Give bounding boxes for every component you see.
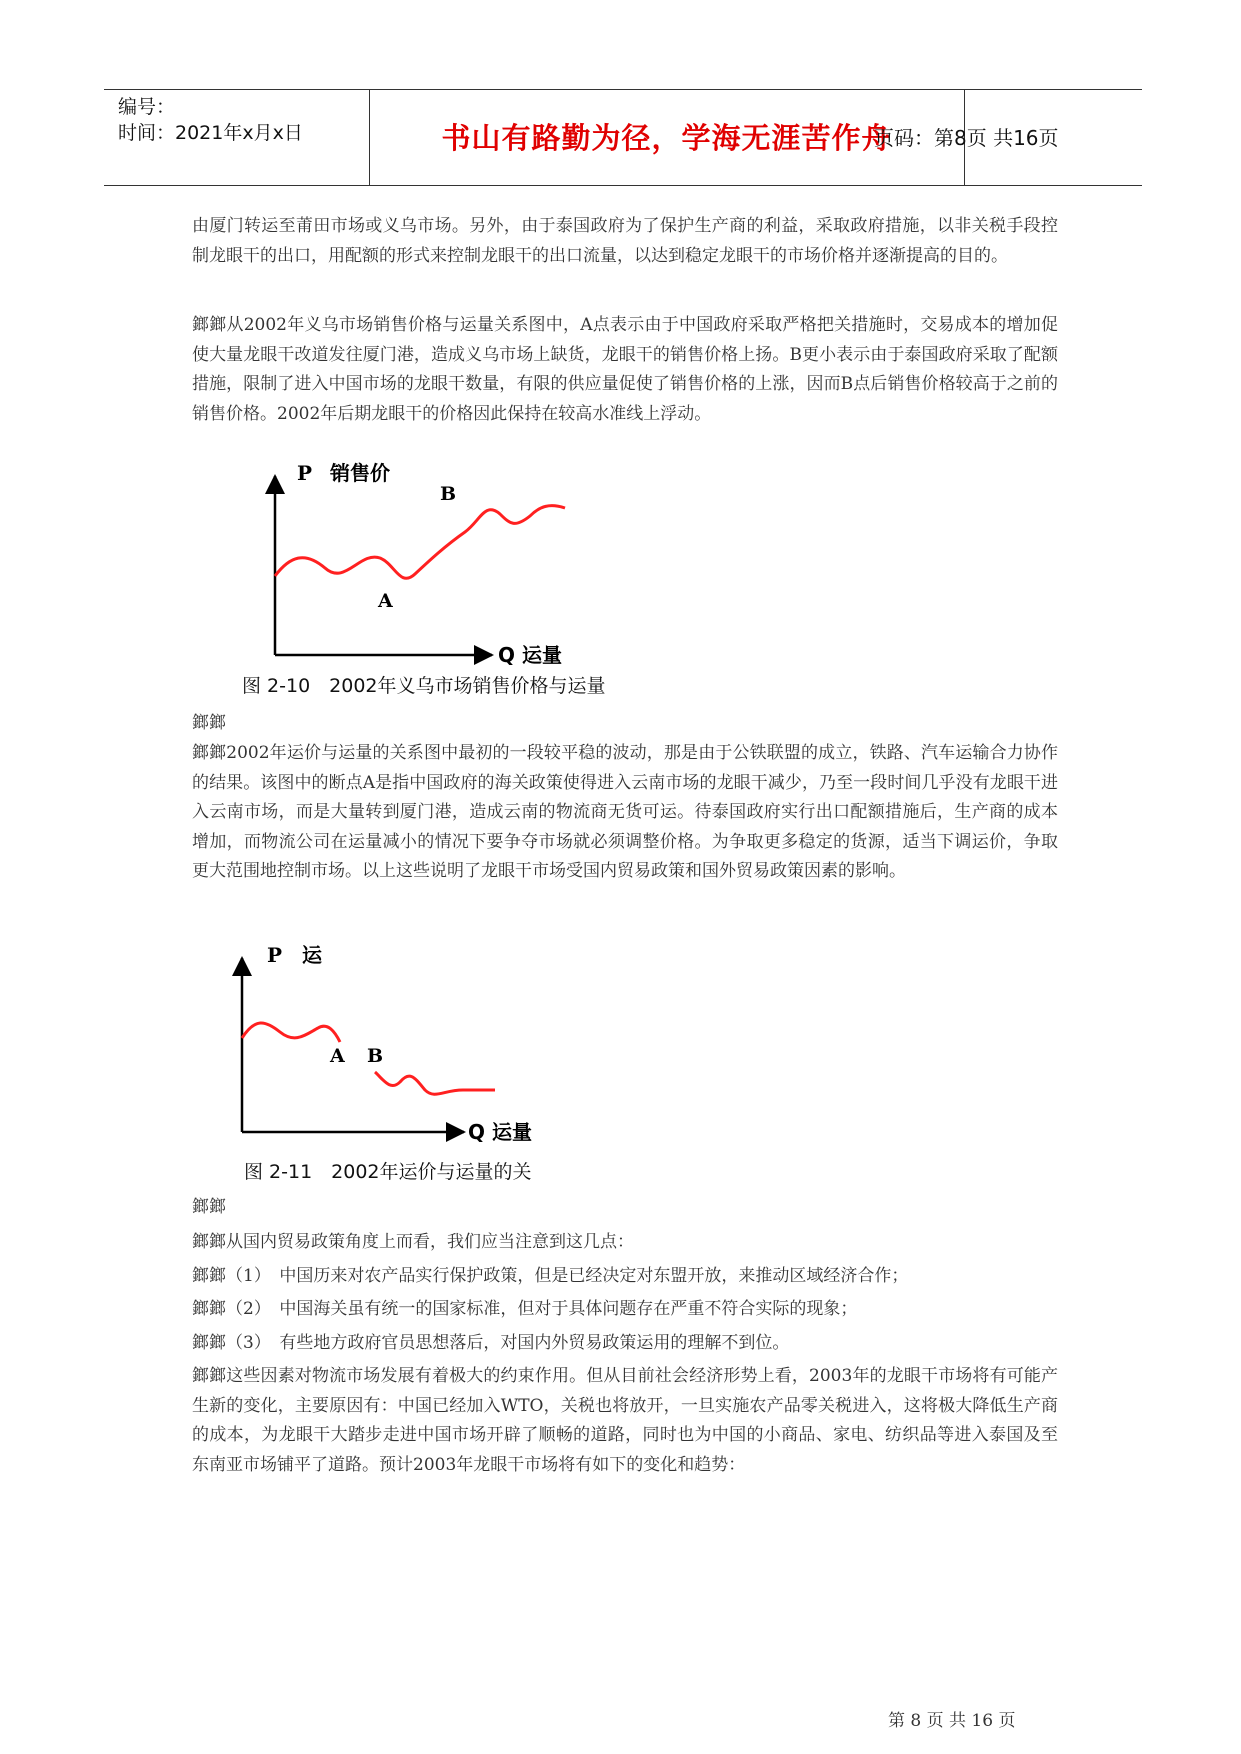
paragraph-5: 鎯鎯 (192, 1197, 226, 1217)
list-item-3: 鎯鎯（3） 有些地方政府官员思想落后，对国内外贸易政策运用的理解不到位。 (192, 1333, 790, 1353)
price-curve (275, 506, 565, 579)
y-axis-label-p: P (267, 943, 283, 967)
paragraph-6: 鎯鎯从国内贸易政策角度上而看，我们应当注意到这几点： (192, 1232, 634, 1252)
page-footer: 第 8 页 共 16 页 (888, 1711, 1016, 1731)
header-time: 时间：2021年x月x日 (118, 122, 303, 144)
point-a-label: A (330, 1045, 345, 1067)
x-axis-label: Q 运量 (498, 643, 562, 667)
freight-curve-after (375, 1072, 495, 1094)
y-axis-label-p: P (297, 461, 313, 485)
y-axis-label: 运 (302, 943, 322, 967)
header-motto: 书山有路勤为径，学海无涯苦作舟 (441, 121, 892, 155)
header-number: 编号： (118, 96, 176, 118)
list-item-2: 鎯鎯（2） 中国海关虽有统一的国家标准，但对于具体问题存在严重不符合实际的现象； (192, 1299, 858, 1319)
list-item-1: 鎯鎯（1） 中国历来对农产品实行保护政策，但是已经决定对东盟开放，来推动区域经济合作； (192, 1266, 909, 1286)
header-page-number: 页码：第8页 共16页 (874, 126, 1059, 150)
figure-freight-volume-chart (200, 940, 580, 1150)
point-b-label: B (440, 483, 457, 505)
x-axis-label: Q 运量 (468, 1120, 532, 1144)
y-axis-label: 销售价 (330, 461, 390, 485)
paragraph-3: 鎯鎯 (192, 713, 226, 733)
paragraph-2: 鎯鎯从2002年义乌市场销售价格与运量关系图中，A点表示由于中国政府采取严格把关措施时，交易成本的增加促使大量龙眼干改道发往厦门港，造成义乌市场上缺货，龙眼干的销售价格上扬。B更小表示由于泰国政府采取了配额措施，限制了进入中国市场的龙眼干数量，有限的供应量促使了销售价格的上涨，因而B点后销售价格较高于之前的销售价格。2002年后期龙眼干的价格因此保持在较高水准线上浮动。 (192, 315, 1058, 424)
figure-1-caption: 图 2-10 2002年义乌市场销售价格与运量 (242, 675, 606, 697)
figure-2-caption: 图 2-11 2002年运价与运量的关 (244, 1161, 532, 1183)
point-a-label: A (378, 590, 393, 612)
paragraph-1: 由厦门转运至莆田市场或义乌市场。另外，由于泰国政府为了保护生产商的利益，采取政府措施，以非关税手段控制龙眼干的出口，用配额的形式来控制龙眼干的出口流量，以达到稳定龙眼干的市场价格并逐渐提高的目的。 (192, 216, 1058, 266)
page-header (104, 89, 1142, 186)
freight-curve-before (242, 1023, 340, 1042)
header-meta (118, 90, 368, 189)
paragraph-7: 鎯鎯这些因素对物流市场发展有着极大的约束作用。但从目前社会经济形势上看，2003年的龙眼干市场将有可能产生新的变化，主要原因有：中国已经加入WTO，关税也将放开，一旦实施农产品零关税进入，这将极大降低生产商的成本，为龙眼干大踏步走进中国市场开辟了顺畅的道路，同时也为中国的小商品、家电、纺织品等进入泰国及至东南亚市场铺平了道路。预计2003年龙眼干市场将有如下的变化和趋势： (192, 1366, 1058, 1475)
figure-price-volume-chart (230, 456, 670, 701)
paragraph-4: 鎯鎯2002年运价与运量的关系图中最初的一段较平稳的波动，那是由于公铁联盟的成立，铁路、汽车运输合力协作的结果。该图中的断点A是指中国政府的海关政策使得进入云南市场的龙眼干减少，乃至一段时间几乎没有龙眼干进入云南市场，而是大量转到厦门港，造成云南的物流商无货可运。待泰国政府实行出口配额措施后，生产商的成本增加，而物流公司在运量减小的情况下要争夺市场就必须调整价格。为争取更多稳定的货源，适当下调运价，争取更大范围地控制市场。以上这些说明了龙眼干市场受国内贸易政策和国外贸易政策因素的影响。 (192, 743, 1058, 881)
point-b-label: B (367, 1045, 384, 1067)
